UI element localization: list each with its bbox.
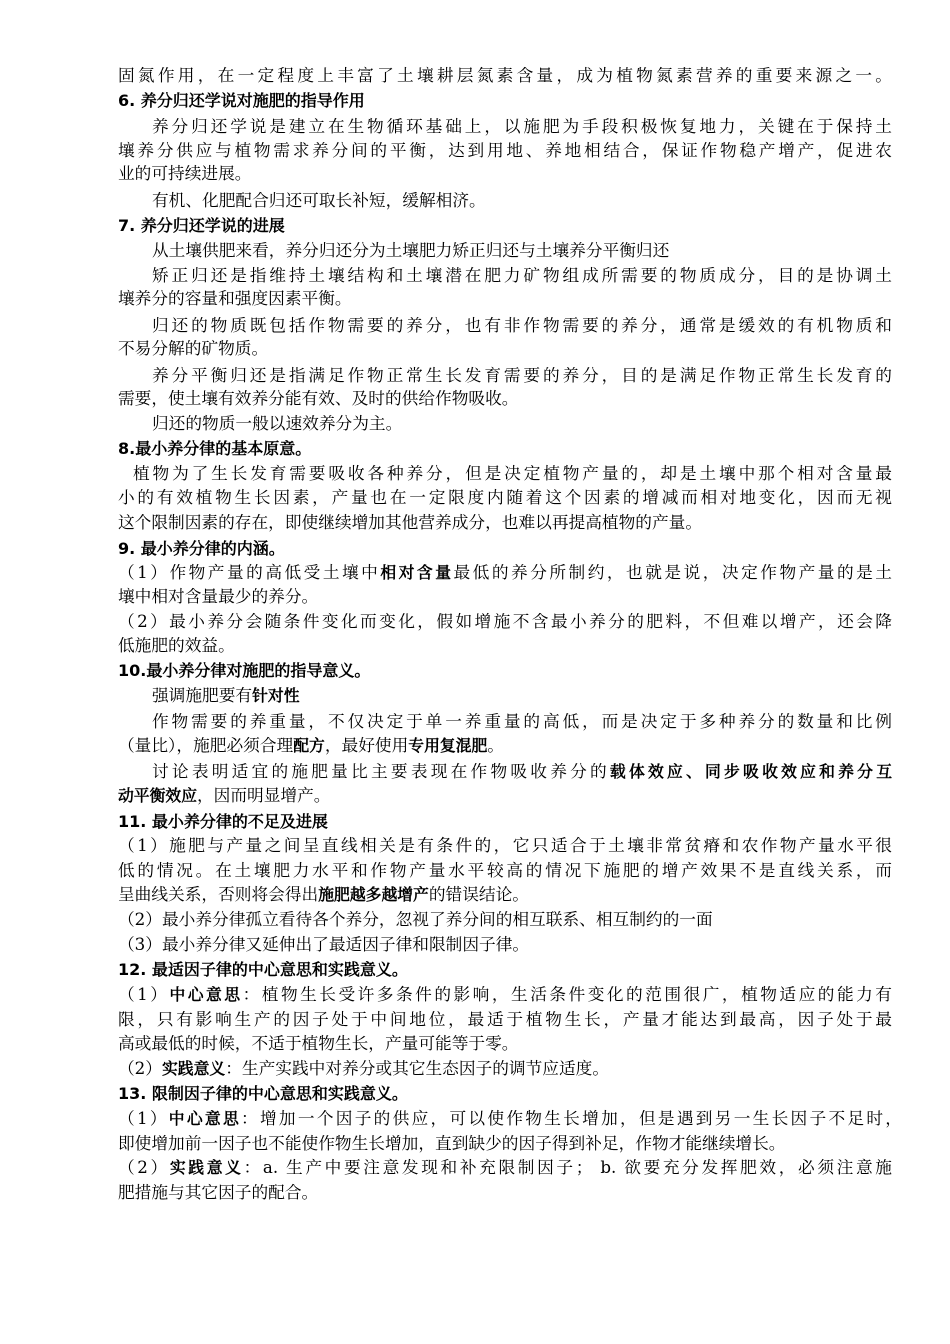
paragraph-line: 需要，使土壤有效养分能有效、及时的供给作物吸收。 <box>118 388 519 408</box>
text-run: ：增加一个因子的供应，可以使作物生长增加，但是遇到另一生长因子不足时， <box>241 1108 902 1128</box>
paragraph-line: 归还的物质既包括作物需要的养分，也有非作物需要的养分，通常是缓效的有机物质和 <box>152 315 892 335</box>
bold-term: 中心意思 <box>168 1109 242 1128</box>
list-item-line: 壤中相对含量最少的养分。 <box>118 586 319 606</box>
text-run: ：生产实践中对养分或其它生态因子的调节应适度。 <box>225 1058 610 1078</box>
text-run: （1） <box>118 1108 169 1128</box>
list-item-line: （1）施肥与产量之间呈直线相关是有条件的，它只适合于土壤非常贫瘠和农作物产量水平很 <box>118 835 892 855</box>
list-item-line: （3）最小养分律又延伸出了最适因子律和限制因子律。 <box>118 934 530 954</box>
section-heading-11: 11. 最小养分律的不足及进展 <box>118 812 328 831</box>
text-run: （1）作物产量的高低受土壤中 <box>118 562 381 582</box>
paragraph-line: 植物为了生长发育需要吸收各种养分，但是决定植物产量的，却是土壤中那个相对含量最 <box>133 463 892 483</box>
bold-term: 施肥越多越增产 <box>318 885 429 904</box>
bold-term: 实践意义 <box>162 1059 226 1078</box>
list-item-line: 低施肥的效益。 <box>118 635 235 655</box>
text-run: ，因而明显增产。 <box>197 785 331 805</box>
paragraph-line: 小的有效植物生长因素，产量也在一定限度内随着这个因素的增减而相对地变化，因而无视 <box>118 487 892 507</box>
text-run: ：a. 生产中要注意发现和补充限制因子； b. 欲要充分发挥肥效，必须注意施 <box>243 1157 892 1177</box>
bold-term: 中心意思 <box>169 985 243 1004</box>
list-item-line <box>118 1107 902 1130</box>
text-run: ，最好使用 <box>324 735 409 755</box>
list-item-line: 低的情况。在土壤肥力水平和作物产量水平较高的情况下施肥的增产效果不是直线关系，而 <box>118 860 892 880</box>
list-item-line: 即使增加前一因子也不能使作物生长增加，直到缺少的因子得到补足，作物才能继续增长。 <box>118 1133 786 1153</box>
text-run: 呈曲线关系，否则将会得出 <box>118 884 319 904</box>
text-run: （2） <box>118 1058 162 1078</box>
list-item-line: 限，只有影响生产的因子处于中间地位，最适于植物生长，产量才能达到最高，因子处于最 <box>118 1009 892 1029</box>
text-run: 讨论表明适宜的施肥量比主要表现在作物吸收养分的 <box>152 761 610 781</box>
bold-term: 专用复混肥 <box>408 736 488 755</box>
list-item-line: （2）最小养分律孤立看待各个养分，忽视了养分间的相互联系、相互制约的一面 <box>118 909 713 929</box>
section-heading-10: 10.最小养分律对施肥的指导意义。 <box>118 661 371 680</box>
paragraph-line: 不易分解的矿物质。 <box>118 338 269 358</box>
text-run: （1） <box>118 984 170 1004</box>
paragraph-line: 壤养分供应与植物需求养分间的平衡，达到用地、养地相结合，保证作物稳产增产，促进农 <box>118 140 892 160</box>
list-item-line <box>118 983 892 1006</box>
paragraph-line: 作物需要的养重量，不仅决定于单一养重量的高低，而是决定于多种养分的数量和比例 <box>152 711 892 731</box>
list-item-line <box>118 883 529 906</box>
text-run: 最低的养分所制约，也就是说，决定作物产量的是土 <box>453 562 892 582</box>
bold-term: 相对含量 <box>380 563 454 582</box>
paragraph-line: 这个限制因素的存在，即使继续增加其他营养成分，也难以再提高植物的产量。 <box>118 512 703 532</box>
paragraph-line <box>152 684 300 707</box>
paragraph-line: 养分平衡归还是指满足作物正常生长发育需要的养分，目的是满足作物正常生长发育的 <box>152 365 892 385</box>
paragraph-line: 归还的物质一般以速效养分为主。 <box>152 413 403 433</box>
bold-term: 配方 <box>293 736 325 755</box>
section-heading-12: 12. 最适因子律的中心意思和实践意义。 <box>118 960 408 979</box>
paragraph-line <box>118 784 331 807</box>
list-item-line <box>118 1057 609 1080</box>
list-item-line: 高或最低的时候，不适于植物生长，产量可能等于零。 <box>118 1033 519 1053</box>
text-run: （2） <box>118 1157 170 1177</box>
bold-term: 实践意义 <box>169 1158 244 1177</box>
paragraph-line: 壤养分的容量和强度因素平衡。 <box>118 288 352 308</box>
paragraph-line: 有机、化肥配合归还可取长补短，缓解相济。 <box>152 190 486 210</box>
bold-term: 针对性 <box>252 686 300 705</box>
bold-term: 载体效应、同步吸收效应和养分互 <box>609 762 892 781</box>
text-run: ：植物生长受许多条件的影响，生活条件变化的范围很广，植物适应的能力有 <box>242 984 892 1004</box>
section-heading-6: 6. 养分归还学说对施肥的指导作用 <box>118 91 365 110</box>
paragraph-line: 固氮作用，在一定程度上丰富了土壤耕层氮素含量，成为植物氮素营养的重要来源之一。 <box>118 65 892 85</box>
section-heading-8: 8.最小养分律的基本原意。 <box>118 439 312 458</box>
list-item-line <box>118 561 892 584</box>
paragraph-line: 矫正归还是指维持土壤结构和土壤潜在肥力矿物组成所需要的物质成分，目的是协调土 <box>152 265 892 285</box>
list-item-line: （2）最小养分会随条件变化而变化，假如增施不含最小养分的肥料，不但难以增产，还会降 <box>118 611 892 631</box>
paragraph-line <box>152 760 892 783</box>
text-run: 。 <box>487 735 504 755</box>
paragraph-line: 业的可持续进展。 <box>118 163 252 183</box>
text-run: （量比），施肥必须合理 <box>118 735 294 755</box>
paragraph-line: 养分归还学说是建立在生物循环基础上，以施肥为手段积极恢复地力，关键在于保持土 <box>152 116 892 136</box>
list-item-line <box>118 1156 892 1179</box>
list-item-line: 肥措施与其它因子的配合。 <box>118 1182 319 1202</box>
section-heading-7: 7. 养分归还学说的进展 <box>118 216 285 235</box>
paragraph-line: 从土壤供肥来看，养分归还分为土壤肥力矫正归还与土壤养分平衡归还 <box>152 240 670 260</box>
section-heading-9: 9. 最小养分律的内涵。 <box>118 539 285 558</box>
section-heading-13: 13. 限制因子律的中心意思和实践意义。 <box>118 1084 408 1103</box>
text-run: 的错误结论。 <box>428 884 529 904</box>
text-run: 强调施肥要有 <box>152 685 253 705</box>
paragraph-line <box>118 734 504 757</box>
bold-term: 动平衡效应 <box>118 786 197 805</box>
